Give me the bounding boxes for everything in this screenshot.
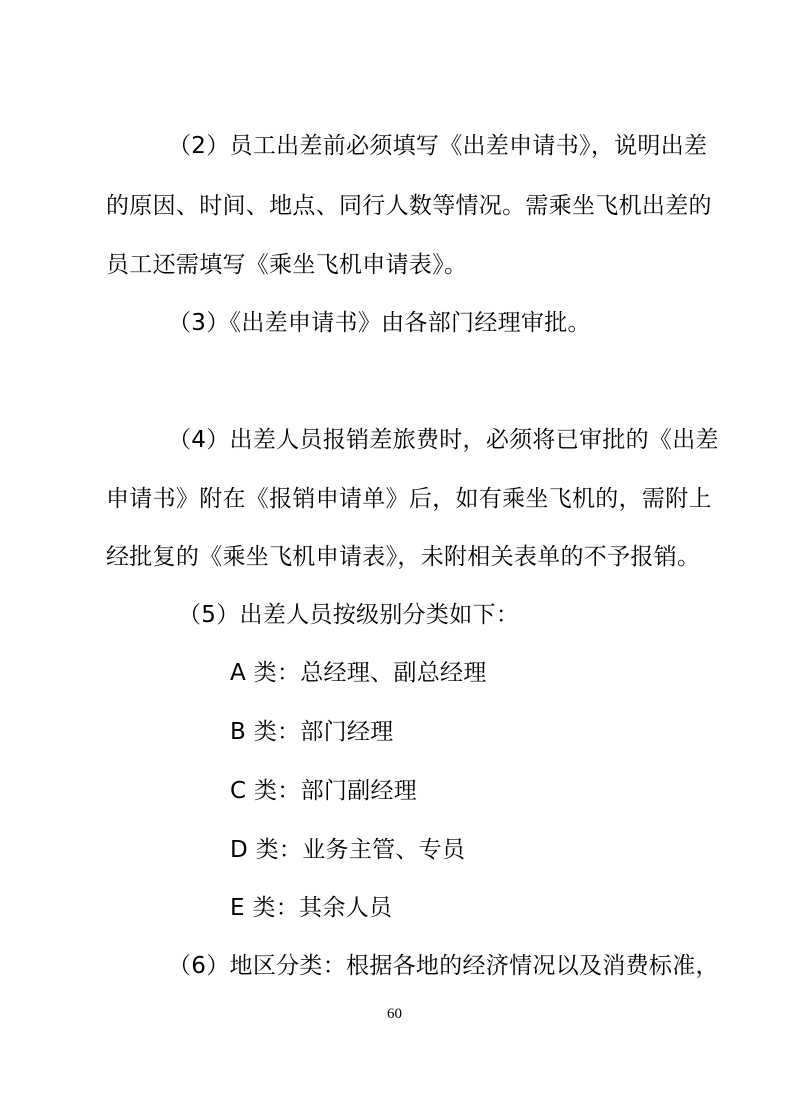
paragraph-2-line-1: （2）员工出差前必须填写《出差申请书》，说明出差	[168, 133, 708, 159]
paragraph-4-line-2: 申请书》附在《报销申请单》后，如有乘坐飞机的，需附上	[106, 486, 712, 512]
paragraph-2-line-2: 的原因、时间、地点、同行人数等情况。需乘坐飞机出差的	[106, 193, 712, 219]
category-e: E 类：其余人员	[230, 895, 393, 921]
category-d: D 类：业务主管、专员	[230, 837, 466, 863]
paragraph-6-line-1: （6）地区分类：根据各地的经济情况以及消费标准，	[168, 953, 719, 979]
paragraph-2-line-3: 员工还需填写《乘坐飞机申请表》。	[106, 252, 468, 278]
category-a: A 类：总经理、副总经理	[230, 660, 487, 686]
page-number: 60	[387, 1006, 402, 1022]
category-b: B 类：部门经理	[230, 719, 394, 745]
paragraph-5-heading: （5）出差人员按级别分类如下：	[178, 602, 520, 628]
category-c: C 类：部门副经理	[230, 778, 418, 804]
paragraph-4-line-1: （4）出差人员报销差旅费时，必须将已审批的《出差	[168, 427, 719, 453]
paragraph-3: （3）《出差申请书》由各部门经理审批。	[168, 310, 591, 336]
paragraph-4-line-3: 经批复的《乘坐飞机申请表》，未附相关表单的不予报销。	[106, 544, 701, 570]
